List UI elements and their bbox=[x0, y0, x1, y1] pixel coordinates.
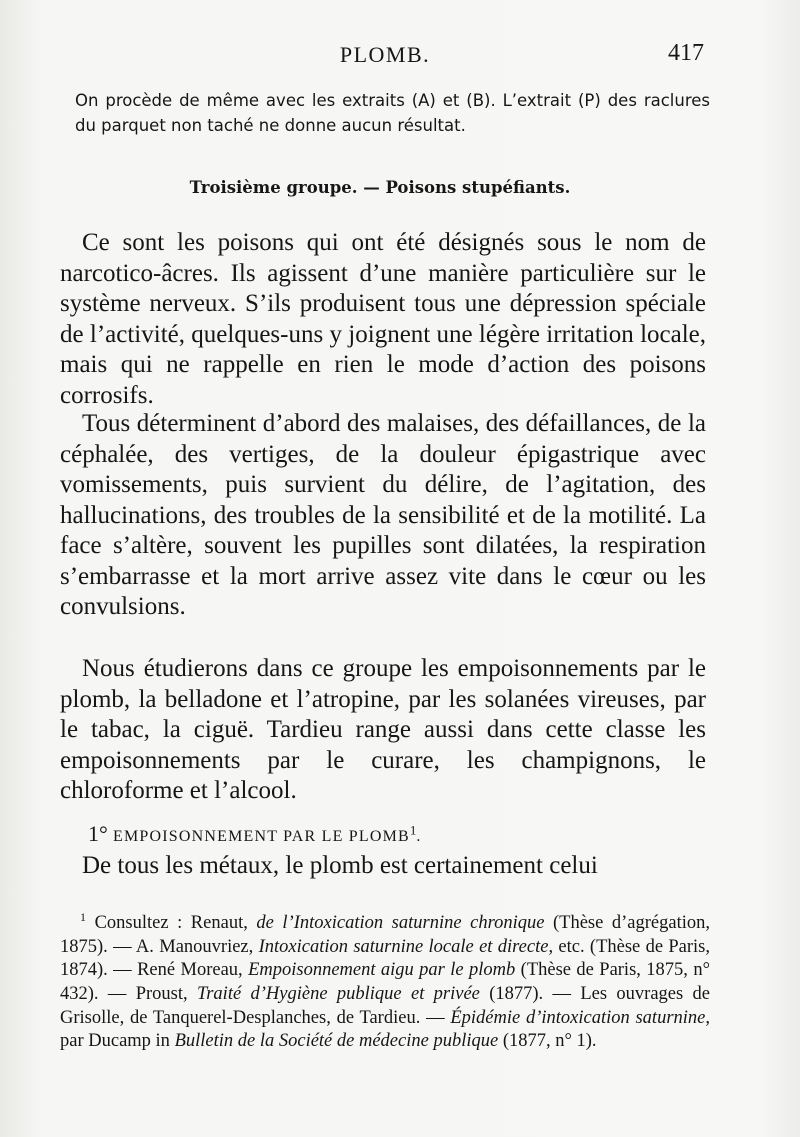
paragraph-text: Tous déterminent d’abord des malaises, des défaillances, de la céphalée, des vertiges, de la douleur épigastrique avec vomissements, puis survient du délire, de l’agitation, des hallucinations, des troubles de la sensibilité et de la motilité. La face s’altère, souvent les pupilles sont dilatées, la respiration s’embarrasse et la mort arrive assez vite dans le cœur ou les convulsions. bbox=[60, 410, 706, 620]
running-title: PLOMB. bbox=[339, 42, 431, 67]
footnote-segment: Consultez : Renaut, bbox=[94, 913, 257, 934]
paragraph-symptoms bbox=[60, 409, 706, 623]
footnote-segment: (1877). — Les ouvrages de Grisolle, de Tanquerel-Desplanches, de Tardieu. — bbox=[60, 983, 710, 1028]
footnote-segment: (Thèse de Paris, 1875, n° 432). — Proust, bbox=[60, 960, 710, 1004]
intro-paragraph: On procède de même avec les extraits (A) et (B). L’extrait (P) des raclures du parquet non taché ne donne aucun résultat. bbox=[75, 91, 710, 135]
paragraph-text: Nous étudierons dans ce groupe les empoisonnements par le plomb, la belladone et l’atropine, par les solanées vireuses, par le tabac, la ciguë. Tardieu range aussi dans cette classe les empoisonnements par le curare, les champignons, le chloroforme et l’alcool. bbox=[60, 655, 706, 804]
footnote-title: Bulletin de la Société de médecine publique bbox=[174, 1031, 499, 1052]
footnote-title: Empoisonnement aigu par le plomb bbox=[248, 960, 516, 981]
paragraph-lead-intro bbox=[60, 851, 706, 882]
section-number: 1° bbox=[88, 821, 108, 846]
section-heading: 1° EMPOISONNEMENT PAR LE PLOMB$^1$. bbox=[88, 821, 422, 846]
group-heading: Troisième groupe. — Poisons stupéfiants. bbox=[189, 178, 571, 197]
footnote bbox=[60, 906, 710, 1054]
footnote-title: Traité d’Hygiène publique et privée bbox=[196, 983, 480, 1004]
footnote-segment: , par Ducamp in bbox=[60, 1007, 710, 1052]
footnote-text bbox=[60, 906, 710, 1054]
footnote-segment: , etc. (Thèse de Paris, 1874). — René Moreau, bbox=[60, 936, 710, 981]
footnote-title: de l’Intoxication saturnine chronique bbox=[256, 913, 545, 934]
paragraph-text: De tous les métaux, le plomb est certainement celui bbox=[82, 852, 598, 879]
footnote-title: Intoxication saturnine locale et directe bbox=[258, 936, 549, 957]
page-number: 417 bbox=[668, 40, 704, 66]
footnote-title: Épidémie d’intoxication saturnine bbox=[450, 1007, 706, 1028]
paragraph-text: Ce sont les poisons qui ont été désignés sous le nom de narcotico-âcres. Ils agissent d’une manière particulière sur le système nerveux. S’ils produisent tous une dépression spéciale de l’activité, quelques-uns y joignent une légère irritation locale, mais qui ne rappelle en rien le mode d’action des poisons corrosifs. bbox=[60, 229, 706, 409]
footnote-marker: 1 bbox=[80, 910, 86, 924]
footnote-segment: (1877, n° 1). bbox=[498, 1031, 597, 1052]
footnote-reference: 1 bbox=[409, 822, 417, 838]
paragraph-study-plan bbox=[60, 654, 706, 807]
running-head bbox=[60, 38, 710, 72]
section-label: EMPOISONNEMENT PAR LE PLOMB bbox=[113, 828, 410, 845]
footnote-segment: (Thèse d’agrégation, 1875). — A. Manouvriez, bbox=[60, 913, 710, 957]
paragraph-narcotico bbox=[60, 228, 706, 411]
